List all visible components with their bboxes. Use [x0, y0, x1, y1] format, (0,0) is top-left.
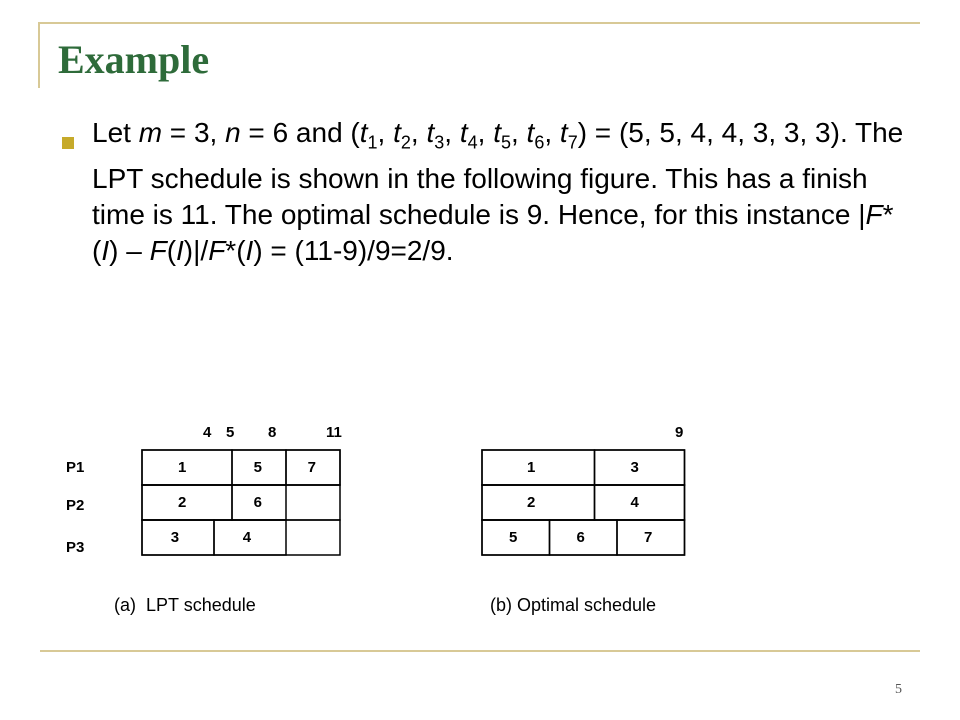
italic-run: I — [176, 234, 184, 266]
text-run: Let — [92, 117, 139, 148]
optimal-row-frame — [482, 485, 685, 520]
optimal-row-frame — [482, 450, 685, 485]
lpt-job-block — [142, 450, 232, 485]
lpt-time-label: 4 — [203, 424, 212, 441]
optimal-job-block — [595, 485, 685, 520]
subscript-run: 3 — [434, 132, 445, 153]
lpt-caption: (a) LPT schedule — [114, 595, 256, 615]
text-run: ) – — [109, 234, 150, 266]
processor-label: P1 — [66, 459, 85, 476]
lpt-schedule-chart — [142, 450, 340, 555]
page-number: 5 — [895, 682, 902, 697]
optimal-job-block — [595, 450, 685, 485]
text-run: *( — [225, 234, 246, 266]
subscript-run: 6 — [534, 132, 545, 153]
lpt-job-label: 6 — [253, 494, 262, 511]
italic-run: F — [149, 234, 167, 266]
italic-run: t — [493, 117, 501, 148]
italic-run: m — [138, 117, 163, 148]
lpt-job-label: 5 — [253, 459, 262, 476]
text-run: , — [377, 117, 394, 148]
optimal-time-label: 9 — [675, 424, 684, 441]
optimal-job-label: 6 — [576, 529, 585, 546]
italic-run: t — [426, 117, 435, 148]
subscript-run: 2 — [400, 132, 411, 153]
optimal-job-block — [482, 450, 595, 485]
lpt-job-label: 1 — [178, 459, 187, 476]
italic-run: n — [225, 117, 241, 148]
lpt-time-label: 11 — [326, 424, 342, 441]
lpt-job-label: 4 — [242, 529, 252, 546]
text-run: = 3, — [162, 117, 226, 148]
optimal-schedule-chart — [482, 450, 685, 555]
optimal-job-block — [482, 485, 595, 520]
optimal-caption: (b) Optimal schedule — [490, 595, 657, 615]
subscript-run: 1 — [367, 132, 378, 153]
lpt-job-label: 3 — [170, 529, 180, 546]
subscript-run: 7 — [567, 132, 578, 153]
text-run: , — [410, 117, 427, 148]
slide-title: Example — [58, 37, 210, 82]
italic-run: F — [208, 234, 226, 266]
text-run: ) = (5, 5, 4, 4, 3, 3, 3). The LPT schedule is shown in the following figure. This has a finish time is 11. The optimal schedule is 9. Hence, for this instance | — [92, 117, 904, 230]
processor-label: P2 — [66, 497, 85, 514]
lpt-job-label: 7 — [307, 459, 316, 476]
text-run: ( — [166, 234, 177, 266]
optimal-job-label: 4 — [630, 494, 639, 511]
italic-run: t — [359, 117, 368, 148]
optimal-job-label: 7 — [644, 529, 653, 546]
lpt-job-block — [142, 485, 232, 520]
text-run: , — [444, 117, 460, 148]
text-run: *( — [92, 198, 894, 266]
lpt-job-label: 2 — [178, 494, 187, 511]
optimal-job-label: 2 — [527, 494, 536, 511]
subscript-run: 4 — [467, 132, 478, 153]
optimal-job-label: 3 — [630, 459, 639, 476]
bottom-rule — [40, 650, 920, 652]
optimal-job-label: 5 — [509, 529, 518, 546]
lpt-row-frame — [142, 485, 340, 520]
subscript-run: 5 — [500, 132, 511, 153]
text-run: ) = (11-9)/9=2/9. — [253, 234, 454, 266]
italic-run: t — [459, 117, 468, 148]
processor-label: P3 — [66, 539, 85, 556]
text-run: = 6 and ( — [240, 117, 360, 148]
italic-run: I — [101, 234, 110, 266]
italic-run: t — [526, 117, 535, 148]
italic-run: t — [393, 117, 401, 148]
text-run: , — [510, 117, 527, 148]
text-run: , — [477, 117, 494, 148]
lpt-time-label: 8 — [268, 424, 277, 441]
text-run: , — [544, 117, 560, 148]
text-run: )|/ — [183, 234, 209, 266]
lpt-time-label: 5 — [226, 424, 235, 441]
italic-run: I — [245, 234, 254, 266]
italic-run: F — [865, 198, 883, 230]
optimal-job-label: 1 — [527, 459, 536, 476]
italic-run: t — [559, 117, 568, 148]
